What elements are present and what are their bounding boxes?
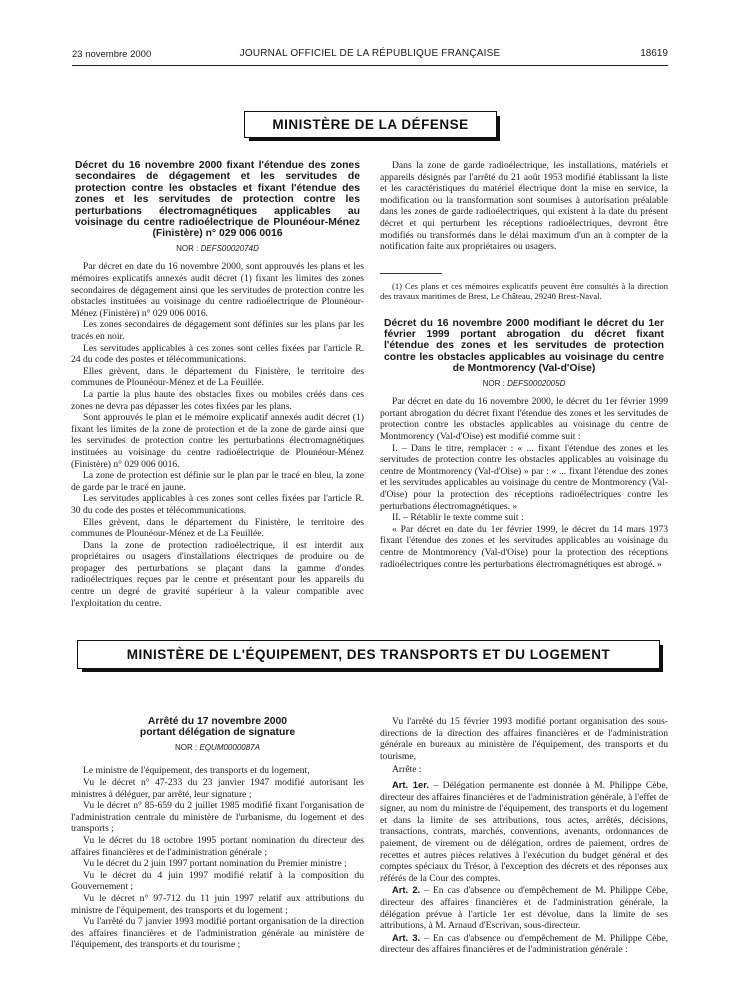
decree1-paragraph: Sont approuvés le plan et le mémoire explicatif annexés audit décret (1) fixant les limites de la zone de protection et de la zone de garde ainsi que les servitudes de protection contre les perturbations électromagnétiques instituées au voisinage du centre radioélectrique de Plounéour-Ménez (Finistère) n° 029 006 0016.: [71, 412, 364, 470]
decree1-footnote: (1) Ces plans et ces mémoires explicatifs peuvent être consultés à la direction des travaux maritimes de Brest, Le Château, 29240 Brest-Naval.: [380, 280, 668, 302]
decree1-title: Décret du 16 novembre 2000 fixant l'étendue des zones secondaires de dégagement et les servitudes de protection contre les obstacles et fixant l'étendue des zones et les servitudes de protection contre les perturbations électromagnétiques applicables au voisinage du centre radioélectrique de Plounéour-Ménez (Finistère) n° 029 006 0016: [75, 160, 360, 240]
arrete-intro: Vu l'arrêté du 15 février 1993 modifié portant organisation des sous-directions de la direction des affaires financières et de l'administration générale en bureaux au ministère de l'équipement, des transports et du tourisme,: [380, 716, 668, 762]
article-3-text: – En cas d'absence ou d'empêchement de M. Philippe Cèbe, directeur des affaires financières et de l'administration générale :: [380, 932, 668, 956]
arrete-paragraph: Vu le décret n° 85-659 du 2 juillet 1985 modifié fixant l'organisation de l'administration centrale du ministère de l'urbanisme, du logement et des transports ;: [71, 800, 364, 835]
decree1-paragraph: Elles grèvent, dans le département du Finistère, le territoire des communes de Plounéour-Ménez et de La Feuillée.: [71, 365, 364, 389]
article-3: [380, 932, 668, 956]
decree1-nor: NOR : DEFS0002074D: [176, 243, 259, 253]
arrete-paragraph: Vu le décret n° 97-712 du 11 juin 1997 relatif aux attributions du ministre de l'équipement, des transports et du logement ;: [71, 892, 364, 916]
arrete-title: Arrêté du 17 novembre 2000 portant délégation de signature: [139, 716, 296, 739]
arrete-right-column: [380, 716, 668, 956]
journal-title: JOURNAL OFFICIEL DE LA RÉPUBLIQUE FRANÇAISE: [239, 48, 501, 59]
article-2-text: – En cas d'absence ou d'empêchement de M. Philippe Cèbe, directeur des affaires financières et de l'administration générale, la délégation prévue à l'article 1er est dévolue, dans la limite de ses attributions, à M. Arnaud d'Escrivan, sous-directeur.: [380, 885, 668, 932]
article-3-label: Art. 3.: [392, 931, 421, 943]
decree2-paragraph: II. – Rétablir le texte comme suit :: [392, 512, 524, 524]
decree1-paragraph: Dans la zone de protection radioélectrique, il est interdit aux propriétaires ou usagers d'installations électriques de produire ou de propager des perturbations se plaçant dans la gamme d'ondes radioélectriques reçues par le centre et présentant pour les appareils du centre un degré de gravité supérieur à la valeur compatible avec l'exploitation du centre.: [71, 539, 364, 609]
decree1-paragraph: Les servitudes applicables à ces zones sont celles fixées par l'article R. 24 du code des postes et télécommunications.: [71, 342, 364, 366]
article-1: [380, 779, 668, 884]
decree1-continuation: Dans la zone de garde radioélectrique, les installations, matériels et appareils désignés par l'arrêté du 21 août 1953 modifié établissant la liste et les caractéristiques du matériel électrique dont la mise en service, la modification ou la transformation sont soumises à autorisation préalable dans les zones de garde radioélectriques, qui existent à la date du présent décret et qui perturbent les réceptions radioélectriques, devront être modifiés ou transformés dans le délai maximum d'un an à compter de la notification faite aux propriétaires ou usagers.: [380, 160, 668, 253]
ministry-defense-heading: MINISTÈRE DE LA DÉFENSE: [244, 111, 497, 138]
page-number: 18619: [640, 48, 668, 59]
ministry-equipment-heading: MINISTÈRE DE L'ÉQUIPEMENT, DES TRANSPORTS ET DU LOGEMENT: [77, 640, 660, 669]
decree2-nor: NOR : DEFS0002005D: [482, 378, 566, 388]
decree1-paragraph: Elles grèvent, dans le département du Finistère, le territoire des communes de Plounéour-Ménez et de La Feuillée.: [71, 516, 364, 540]
article-1-label: Art. 1er.: [392, 778, 429, 790]
article-2: [380, 884, 668, 931]
page-header: [72, 47, 668, 63]
decree1-paragraph: La zone de protection est définie sur le plan par le tracé en bleu, la zone de garde par le tracé en jaune.: [71, 470, 364, 493]
arrete-paragraph: Vu le décret du 18 octobre 1995 portant nomination du directeur des affaires financières et de l'administration générale ;: [71, 834, 364, 858]
decree1-column: [71, 160, 364, 609]
right-top-column: [380, 160, 668, 570]
decree1-paragraph: Les servitudes applicables à ces zones sont celles fixées par l'article R. 30 du code des postes et télécommunications.: [71, 493, 364, 516]
article-2-label: Art. 2.: [392, 884, 421, 896]
arrete-paragraph: Vu le décret n° 47-233 du 23 janvier 1947 modifié autorisant les ministres à déléguer, par arrêté, leur signature ;: [71, 777, 364, 800]
header-rule: [72, 65, 668, 66]
arrete-nor: NOR : EQUM0000087A: [175, 742, 260, 752]
decree2-paragraph: Par décret en date du 16 novembre 2000, le décret du 1er février 1999 portant abrogation du décret fixant l'étendue des zones et les servitudes de protection contre les obstacles applicables au voisinage du centre de Montmorency (Val-d'Oise) est modifié comme suit :: [380, 396, 668, 442]
decree1-paragraph: La partie la plus haute des obstacles fixes ou mobiles créés dans ces zones ne devra pas dépasser les cotes fixées par les plans.: [71, 388, 364, 412]
arrete-left-column: [71, 716, 364, 951]
decree1-paragraph: Par décret en date du 16 novembre 2000, sont approuvés les plans et les mémoires explicatifs annexés audit décret (1) fixant les limites des zones secondaires de dégagement ainsi que les servitudes de protection contre les obstacles instituées au voisinage du centre radioélectrique de Plounéour-Ménez (Finistère) n° 029 006 0016.: [71, 261, 364, 319]
article-1-text: – Délégation permanente est donnée à M. Philippe Cèbe, directeur des affaires financières et de l'administration générale, à l'effet de signer, au nom du ministre de l'équipement, des transports et du logement et dans la limite de ses attributions, tous actes, arrêtés, décisions, transactions, contrats, marchés, conventions, avenants, ordonnances de paiement, de virement ou de délégation, ordres de paiement, ordres de recettes et autres pièces relatives à l'exécution du budget général et des comptes spéciaux du Trésor, à l'exception des décrets et des réponses aux référés de la Cour des comptes.: [380, 779, 668, 884]
header-date: 23 novembre 2000: [72, 49, 152, 60]
arrete-paragraph: Vu le décret du 2 juin 1997 portant nomination du Premier ministre ;: [83, 858, 347, 870]
arrete-paragraph: Le ministre de l'équipement, des transports et du logement,: [83, 765, 310, 777]
arrete-word: Arrête :: [392, 764, 422, 776]
decree1-paragraph: Les zones secondaires de dégagement sont définies sur les plans par les tracés en noir.: [71, 319, 364, 342]
decree2-paragraph: I. – Dans le titre, remplacer : « ... fixant l'étendue des zones et les servitudes de protection contre les obstacles applicables au voisinage du centre de Montmorency (Val-d'Oise) » par : « ... fixant l'étendue des zones et les servitudes applicables au voisinage du centre de Montmorency (Val-d'Oise) pour la protection des réceptions radioélectriques contre les perturbations électromagnétiques. »: [380, 442, 668, 512]
arrete-paragraph: Vu le décret du 4 juin 1997 modifié relatif à la composition du Gouvernement ;: [71, 869, 364, 893]
footnote-separator: [380, 273, 442, 274]
arrete-paragraph: Vu l'arrêté du 7 janvier 1993 modifié portant organisation de la direction des affaires financières et de l'administration générale au ministère de l'équipement, des transports et du tourisme ;: [71, 916, 364, 951]
decree2-paragraph: « Par décret en date du 1er février 1999, le décret du 14 mars 1973 fixant l'étendue des zones et les servitudes applicables au voisinage du centre de Montmorency (Val-d'Oise) pour la protection des réceptions radioélectriques contre les perturbations électromagnétiques est abrogé. »: [380, 523, 668, 570]
decree2-title: Décret du 16 novembre 2000 modifiant le décret du 1er février 1999 portant abrogation du décret fixant l'étendue des zones et les servitudes de protection contre les obstacles applicables au voisinage du centre de Montmorency (Val-d'Oise): [384, 317, 664, 375]
